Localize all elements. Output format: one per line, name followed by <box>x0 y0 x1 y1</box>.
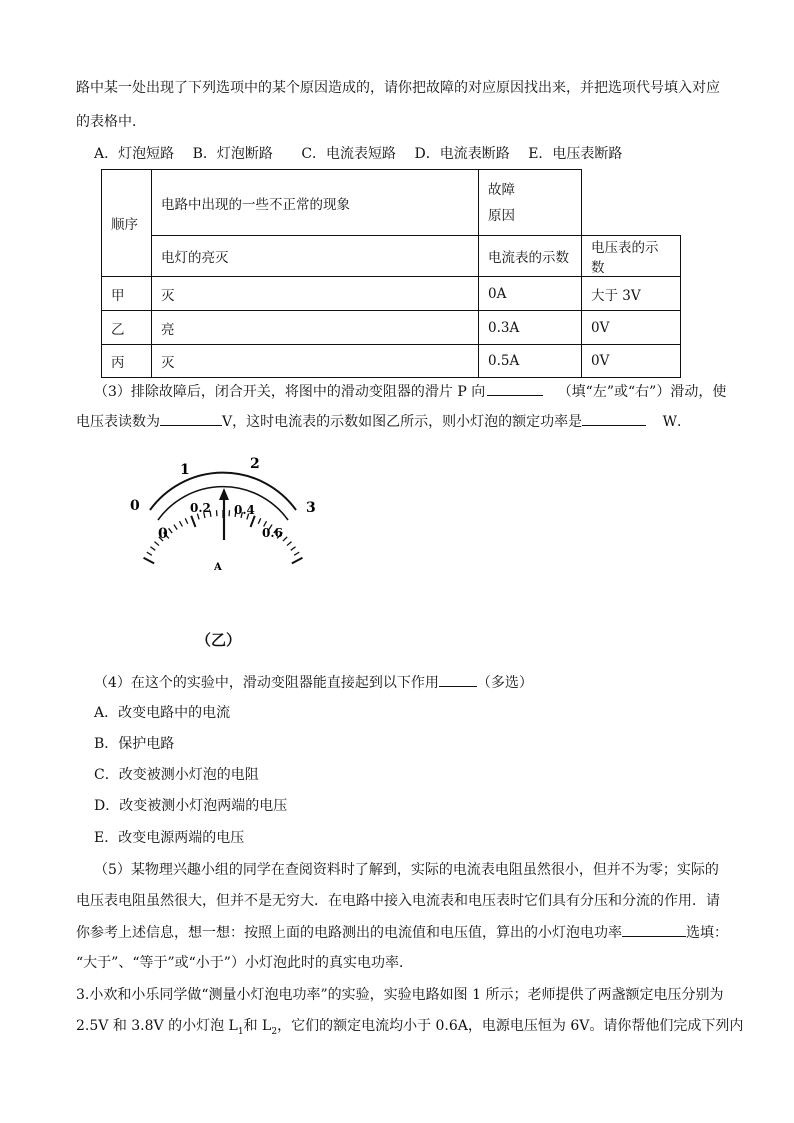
row-order: 乙 <box>102 311 152 345</box>
phenomena-header: 电路中出现的一些不正常的现象 <box>152 170 479 236</box>
q3-power-blank[interactable] <box>582 411 646 426</box>
dial-tick <box>154 542 159 546</box>
q3-text-4: V，这时电流表的示数如图乙所示，则小灯泡的额定功率是 <box>222 414 583 430</box>
outer-label-3: 3 <box>306 500 316 516</box>
dial-tick <box>185 518 188 523</box>
fault-header-line-1: 故障 <box>488 181 515 198</box>
ammeter-header: 电流表的示数 <box>479 236 582 277</box>
ammeter-dial-figure <box>128 452 338 572</box>
q4-option-d: D．改变被测小灯泡两端的电压 <box>94 798 288 814</box>
q4-stem-suffix: （多选） <box>476 675 533 691</box>
q3-line-1 <box>94 381 726 402</box>
q3-direction-blank[interactable] <box>487 381 543 396</box>
dial-tick <box>147 552 152 555</box>
fault-table <box>101 169 681 378</box>
row-voltmeter: 0V <box>582 311 681 345</box>
q5-line-4: “大于”、“等于”或“小于”）小灯泡此时的真实电功率． <box>76 955 413 971</box>
row-voltmeter: 0V <box>582 345 681 378</box>
order-header: 顺序 <box>102 170 152 277</box>
dial-tick <box>169 528 173 533</box>
fault-option-a: A．灯泡短路 <box>94 146 175 162</box>
table-header-row <box>102 170 681 236</box>
q5-answer-blank[interactable] <box>622 922 686 937</box>
q3-line-2 <box>76 411 691 432</box>
q5-line-3 <box>76 922 728 943</box>
dial-tick <box>258 518 261 523</box>
figure-caption: （乙） <box>196 631 242 649</box>
row-order: 丙 <box>102 345 152 378</box>
voltmeter-header: 电压表的示数 <box>582 236 681 277</box>
outer-label-1: 1 <box>180 462 190 478</box>
q4-option-e: E．改变电源两端的电压 <box>94 830 245 846</box>
row-order: 甲 <box>102 277 152 311</box>
fault-options <box>94 144 622 164</box>
inner-label-0: 0 <box>158 526 168 542</box>
inner-label-0-4: 0.4 <box>234 503 255 517</box>
dial-tick <box>191 516 195 527</box>
row-ammeter: 0.3A <box>479 311 582 345</box>
dial-tick <box>294 552 299 555</box>
fault-option-b: B．灯泡断路 <box>192 146 273 162</box>
outer-label-2: 2 <box>250 456 260 472</box>
q3-text-5: W． <box>662 414 691 430</box>
q3-text-2: （填“左”或“右”）滑动，使 <box>557 384 727 400</box>
q4-option-a: A．改变电路中的电流 <box>94 705 231 721</box>
dial-tick <box>174 525 177 530</box>
row-ammeter: 0A <box>479 277 582 311</box>
fault-header <box>479 170 582 236</box>
inner-label-0-2: 0.2 <box>190 501 211 515</box>
p3-line-2 <box>76 1016 743 1042</box>
intro-line-1: 路中某一处出现了下列选项中的某个原因造成的，请你把故障的对应原因找出来，并把选项代号填入对应 <box>76 80 720 96</box>
dial-tick <box>179 521 182 526</box>
p3-line-1: 3.小欢和小乐同学做“测量小灯泡电功率”的实验，实验电路如图 1 所示；老师提供了两盏额定电压分别为 <box>76 987 724 1003</box>
table-row <box>102 311 681 345</box>
row-lamp: 亮 <box>152 311 479 345</box>
row-voltmeter: 大于 3V <box>582 277 681 311</box>
q4-option-b: B．保护电路 <box>94 736 175 752</box>
table-subheader-row <box>102 236 681 277</box>
dial-tick <box>251 516 255 527</box>
dial-tick <box>287 542 292 546</box>
q4-option-c: C．改变被测小灯泡的电阻 <box>94 767 259 783</box>
outer-label-0: 0 <box>130 498 140 514</box>
unit-symbol: A <box>214 562 222 572</box>
q3-text-1: （3）排除故障后，闭合开关，将图中的滑动变阻器的滑片 P 向 <box>94 384 486 400</box>
row-lamp: 灭 <box>152 345 479 378</box>
dial-tick <box>150 547 155 551</box>
fault-option-d: D．电流表断路 <box>414 146 510 162</box>
fault-header-line-2: 原因 <box>488 207 515 224</box>
dial-tick <box>291 547 296 551</box>
subscript-1: 1 <box>237 1026 244 1037</box>
q3-text-3: 电压表读数为 <box>76 414 160 430</box>
dial-tick <box>292 558 303 564</box>
row-lamp: 灭 <box>152 277 479 311</box>
fault-option-e: E．电压表断路 <box>528 146 623 162</box>
q5-line-3-text: 你参考上述信息，想一想：按照上面的电路测出的电流值和电压值，算出的小灯泡电功率 <box>76 925 622 941</box>
p3-line-2a: 2.5V 和 3.8V 的小灯泡 L <box>76 1018 238 1034</box>
inner-label-0-6: 0.6 <box>262 526 283 540</box>
p3-line-2b: 和 L <box>243 1018 272 1034</box>
fault-option-c: C．电流表短路 <box>301 146 397 162</box>
q4-stem <box>94 672 533 693</box>
empty-header-cell <box>582 170 681 236</box>
table-row <box>102 277 681 311</box>
q4-stem-text: （4）在这个的实验中，滑动变阻器能直接起到以下作用 <box>94 675 439 691</box>
q5-line-1: （5）某物理兴趣小组的同学在查阅资料时了解到，实际的电流表电阻虽然很小，但并不为零；实际的 <box>94 862 719 878</box>
q5-line-2: 电压表电阻虽然很大，但并不是无穷大．在电路中接入电流表和电压表时它们具有分压和分流的作用．请 <box>76 893 720 909</box>
table-row <box>102 345 681 378</box>
q5-line-3-suffix: 选填： <box>686 925 728 941</box>
lamp-header: 电灯的亮灭 <box>152 236 479 277</box>
subscript-2: 2 <box>271 1026 278 1037</box>
row-ammeter: 0.5A <box>479 345 582 378</box>
q4-answer-blank[interactable] <box>439 672 477 687</box>
dial-tick <box>283 537 287 541</box>
dial-needle-head <box>219 488 229 500</box>
p3-line-2c: ，它们的额定电流均小于 0.6A，电源电压恒为 6V。请你帮他们完成下列内 <box>277 1018 744 1034</box>
dial-tick <box>144 558 155 564</box>
q3-voltage-blank[interactable] <box>160 411 222 426</box>
intro-line-2: 的表格中． <box>76 114 146 130</box>
